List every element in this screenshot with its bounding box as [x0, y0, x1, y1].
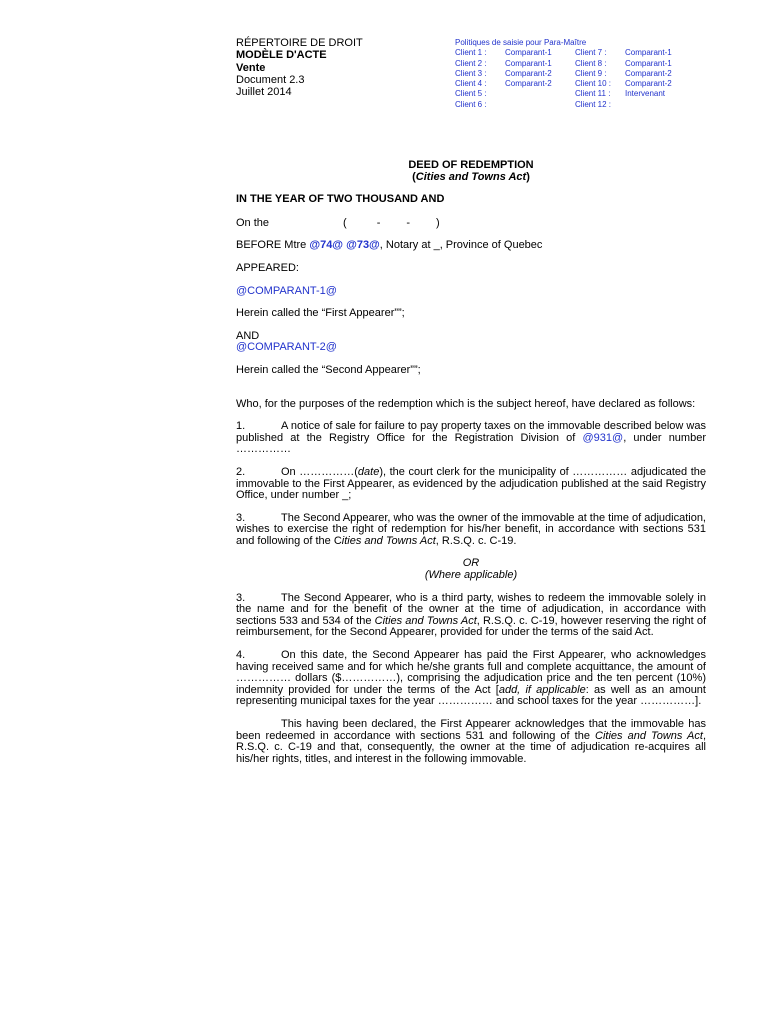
para-maitre-title: Politiques de saisie pour Para-Maître	[455, 38, 587, 47]
registry-code-931: @931@	[582, 431, 624, 444]
header-date: Juillet 2014	[236, 86, 292, 99]
client-cell: Client 4 :	[455, 79, 487, 89]
client-cell: Client 1 :	[455, 48, 487, 58]
year-line: IN THE YEAR OF TWO THOUSAND AND	[236, 193, 445, 206]
before-notary-line: BEFORE Mtre @74@ @73@, Notary at _, Province of Quebec	[236, 239, 543, 252]
comparant-2-field: @COMPARANT-2@	[236, 341, 337, 354]
client-cell: Client 3 :	[455, 68, 487, 78]
client-cell: Comparant-2	[505, 68, 552, 78]
where-applicable-note: (Where applicable)	[424, 569, 518, 582]
client-cell: Client 7 :	[575, 48, 607, 58]
client-cell: Client 11 :	[575, 89, 611, 99]
client-cell: Client 10 :	[575, 79, 612, 89]
client-cell: Comparant-2	[625, 79, 672, 89]
client-cell: Client 6 :	[455, 99, 487, 109]
client-cell: Client 5 :	[455, 89, 487, 99]
date-line: On the ( - - )	[236, 216, 440, 229]
clause-4: 4. On this date, the Second Appearer has paid the First Appearer, who acknowledges having received same and for which he/she grants full and complete acquittance, the amount of …………… dollars ($……………), comprising the adjudication price and the ten percent (10%) indemnity provided for under the terms of the Act [add, if applicable: as well as an amount representing municipal taxes for the year …………… and school taxes for the year ……………].	[236, 649, 706, 708]
header-repertoire: RÉPERTOIRE DE DROIT	[236, 37, 363, 49]
clause-3-alternate: 3. The Second Appearer, who is a third party, wishes to redeem the immovable solely in the name and for the benefit of the owner at the time of adjudication, in accordance with sections 533 and 534 of the Cities and Towns Act, R.S.Q. c. C-19, however reserving the right of reimbursement, for the Second Appearer, provided for under the terms of the said Act.	[236, 591, 707, 639]
client-cell: Comparant-1	[625, 58, 672, 68]
second-appearer-line: Herein called the “Second Appearer””;	[236, 363, 421, 376]
document-header	[236, 37, 363, 98]
client-cell: Client 9 :	[575, 68, 607, 78]
deed-body	[236, 160, 706, 765]
header-vente: Vente	[236, 61, 266, 74]
client-cell: Client 12 :	[575, 99, 612, 109]
client-cell	[505, 89, 575, 99]
client-cell: Comparant-1	[505, 48, 552, 58]
clause-3: 3. The Second Appearer, who was the owner of the immovable at the time of adjudication, wishes to exercise the right of redemption for his/her benefit, in accordance with sections 531 and following of the Cities and Towns Act, R.S.Q. c. C-19.	[236, 511, 706, 547]
and-line: AND	[236, 329, 260, 342]
client-cell	[505, 100, 575, 110]
client-mapping-table	[455, 48, 695, 110]
client-cell: Client 2 :	[455, 58, 487, 68]
client-cell: Comparant-1	[625, 48, 672, 58]
or-separator: OR	[462, 557, 480, 570]
client-cell: Client 8 :	[575, 58, 607, 68]
notary-code-73: @73@	[346, 239, 380, 252]
closing-declaration: This having been declared, the First Appearer acknowledges that the immovable has been redeemed in accordance with sections 531 and following of the Cities and Towns Act, R.S.Q. c. C-19 and that, consequently, the owner at the time of adjudication re-acquires all his/her rights, titles, and interest in the following immovable.	[236, 718, 706, 765]
comparant-1-field: @COMPARANT-1@	[236, 284, 337, 297]
clause-1: 1. A notice of sale for failure to pay property taxes on the immovable described below was published at the Registry Office for the Registration Division of @931@, under number ……………	[236, 420, 706, 456]
header-modele: MODÈLE D'ACTE	[236, 49, 327, 62]
client-cell: Comparant-2	[505, 79, 552, 89]
header-document-number: Document 2.3	[236, 73, 305, 86]
client-cell: Comparant-2	[625, 68, 672, 78]
clause-2: 2. On ……………(date), the court clerk for the municipality of …………… adjudicated the immovable to the First Appearer, as evidenced by the adjudication published at the said Registry Office, under number _;	[236, 465, 706, 502]
deed-subtitle: (Cities and Towns Act)	[412, 170, 530, 183]
para-maitre-policies	[455, 38, 695, 110]
notary-code-74: @74@	[309, 239, 344, 252]
first-appearer-line: Herein called the “First Appearer””;	[236, 307, 405, 320]
client-cell: Comparant-1	[505, 58, 552, 68]
appeared-heading: APPEARED:	[236, 261, 299, 274]
client-cell: Intervenant	[625, 89, 666, 99]
deed-title: DEED OF REDEMPTION	[408, 159, 534, 171]
client-cell	[625, 100, 695, 110]
declaration-intro: Who, for the purposes of the redemption which is the subject hereof, have declared as follows:	[236, 397, 696, 410]
